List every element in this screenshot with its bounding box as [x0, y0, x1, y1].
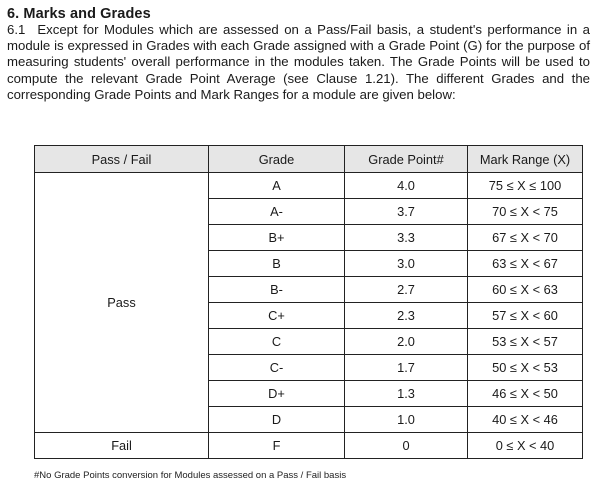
clause-paragraph — [7, 22, 590, 103]
grade-cell: D+ — [209, 381, 345, 407]
clause-text: Except for Modules which are assessed on a Pass/Fail basis, a student's performance in a module is expressed in Grades with each Grade assigned with a Grade Point (G) for the purpose of measuring students' overall performance in the modules taken. The Grade Points will be used to compute the relevant Grade Point Average (see Clause 1.21). The different Grades and the corresponding Grade Points and Mark Ranges for a module are given below: — [7, 22, 590, 102]
mark-range-cell: 60 ≤ X < 63 — [468, 277, 583, 303]
grade-cell: F — [209, 433, 345, 459]
mark-range-cell: 70 ≤ X < 75 — [468, 199, 583, 225]
table-header-row — [35, 146, 583, 173]
grade-point-cell: 1.3 — [345, 381, 468, 407]
grade-cell: C- — [209, 355, 345, 381]
grade-point-cell: 1.0 — [345, 407, 468, 433]
grade-cell: B+ — [209, 225, 345, 251]
mark-range-cell: 67 ≤ X < 70 — [468, 225, 583, 251]
clause-number: 6.1 — [7, 22, 26, 37]
header-pass-fail: Pass / Fail — [35, 146, 209, 173]
footnote: #No Grade Points conversion for Modules assessed on a Pass / Fail basis — [34, 470, 347, 481]
pass-label-cell: Pass — [35, 173, 209, 433]
mark-range-cell: 0 ≤ X < 40 — [468, 433, 583, 459]
grades-table-body — [35, 173, 583, 459]
mark-range-cell: 40 ≤ X < 46 — [468, 407, 583, 433]
grade-cell: A- — [209, 199, 345, 225]
grade-point-cell: 2.7 — [345, 277, 468, 303]
grade-point-cell: 2.0 — [345, 329, 468, 355]
header-grade: Grade — [209, 146, 345, 173]
grade-point-cell: 4.0 — [345, 173, 468, 199]
mark-range-cell: 53 ≤ X < 57 — [468, 329, 583, 355]
grade-point-cell: 1.7 — [345, 355, 468, 381]
mark-range-cell: 50 ≤ X < 53 — [468, 355, 583, 381]
grade-cell: A — [209, 173, 345, 199]
grade-point-cell: 2.3 — [345, 303, 468, 329]
fail-label-cell: Fail — [35, 433, 209, 459]
section-title: 6. Marks and Grades — [7, 6, 151, 22]
grade-cell: C+ — [209, 303, 345, 329]
grades-table — [34, 145, 583, 459]
mark-range-cell: 46 ≤ X < 50 — [468, 381, 583, 407]
grade-cell: D — [209, 407, 345, 433]
grade-cell: B- — [209, 277, 345, 303]
header-grade-point: Grade Point# — [345, 146, 468, 173]
table-row — [35, 433, 583, 459]
mark-range-cell: 75 ≤ X ≤ 100 — [468, 173, 583, 199]
table-row — [35, 173, 583, 199]
mark-range-cell: 57 ≤ X < 60 — [468, 303, 583, 329]
grade-point-cell: 3.7 — [345, 199, 468, 225]
header-mark-range: Mark Range (X) — [468, 146, 583, 173]
grade-point-cell: 3.0 — [345, 251, 468, 277]
grade-point-cell: 3.3 — [345, 225, 468, 251]
grade-cell: B — [209, 251, 345, 277]
mark-range-cell: 63 ≤ X < 67 — [468, 251, 583, 277]
grade-point-cell: 0 — [345, 433, 468, 459]
grade-cell: C — [209, 329, 345, 355]
